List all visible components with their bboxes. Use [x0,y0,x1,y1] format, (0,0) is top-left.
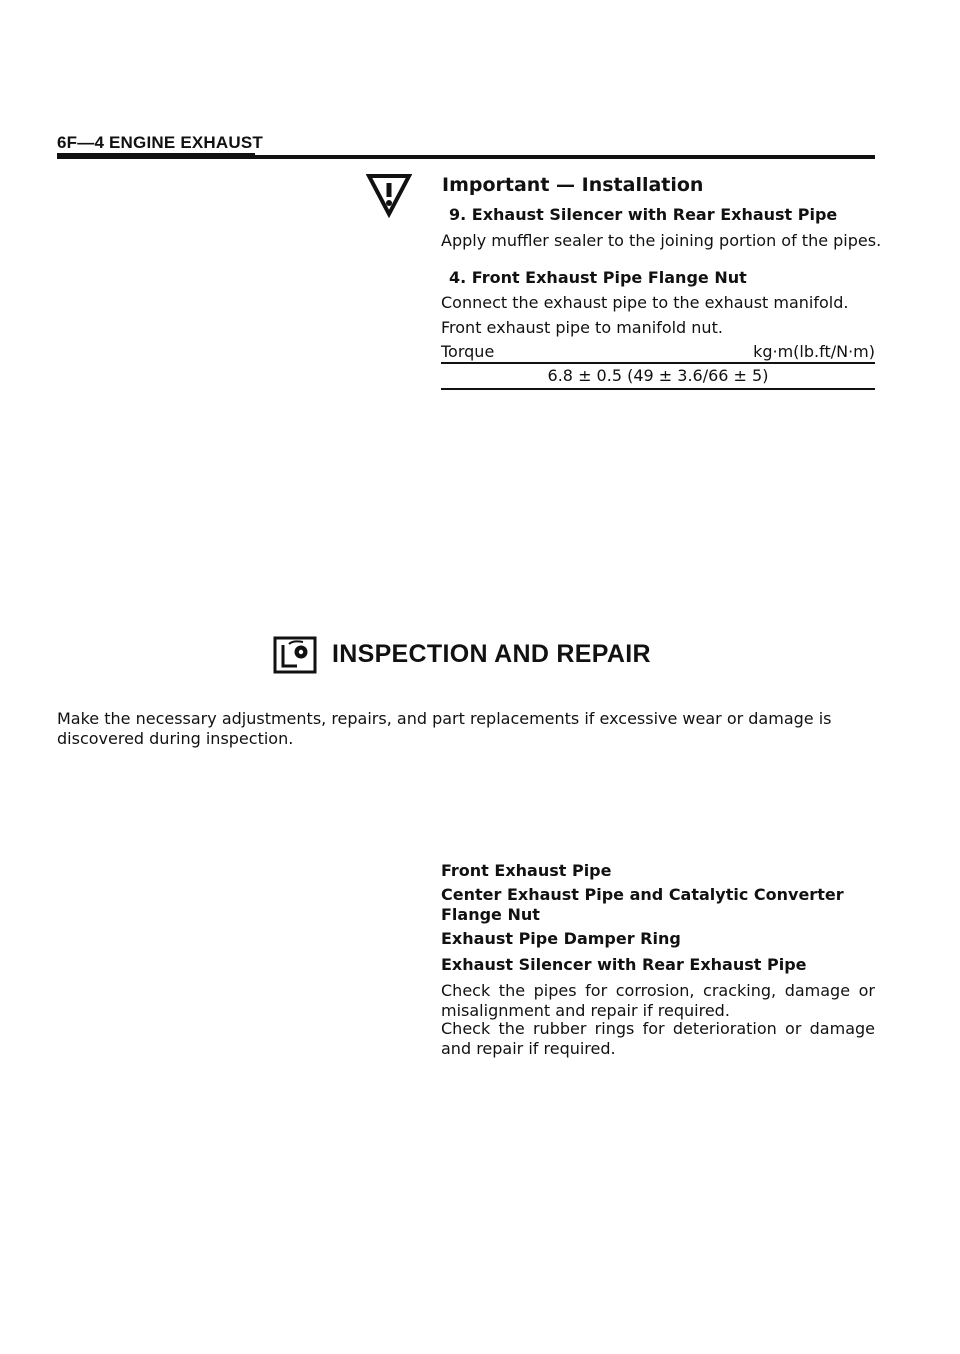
torque-units: kg·m(lb.ft/N·m) [753,342,875,361]
step-4-text-2: Front exhaust pipe to manifold nut. [441,318,723,337]
torque-table-rule-bottom [441,388,875,390]
step-4-text-1: Connect the exhaust pipe to the exhaust manifold. [441,293,849,312]
inspection-intro-paragraph: Make the necessary adjustments, repairs, and part replacements if excessive wear or damage is discovered during inspection. [57,709,832,748]
item-center-exhaust-pipe: Center Exhaust Pipe and Catalytic Converter Flange Nut [441,885,844,924]
inspection-repair-title: INSPECTION AND REPAIR [332,640,651,668]
header-rule-thick [57,155,875,159]
torque-table-rule-top [441,362,875,364]
page-header-title: 6F—4 ENGINE EXHAUST [57,133,263,152]
item-front-exhaust-pipe: Front Exhaust Pipe [441,861,612,880]
step-9-heading: 9. Exhaust Silencer with Rear Exhaust Pipe [449,205,838,224]
step-4-heading: 4. Front Exhaust Pipe Flange Nut [449,268,747,287]
warning-triangle-icon [366,172,412,218]
torque-label: Torque [441,342,495,361]
check-pipes-text: Check the pipes for corrosion, cracking, damage or misalignment and repair if required. [441,981,875,1020]
inspection-repair-icon [273,636,317,674]
torque-value: 6.8 ± 0.5 (49 ± 3.6/66 ± 5) [547,366,769,385]
important-installation-title: Important — Installation [442,174,704,196]
item-damper-ring: Exhaust Pipe Damper Ring [441,929,681,948]
item-exhaust-silencer: Exhaust Silencer with Rear Exhaust Pipe [441,955,807,974]
step-9-text: Apply muffler sealer to the joining portion of the pipes. [441,231,882,250]
check-rings-text: Check the rubber rings for deterioration or damage and repair if required. [441,1019,875,1058]
